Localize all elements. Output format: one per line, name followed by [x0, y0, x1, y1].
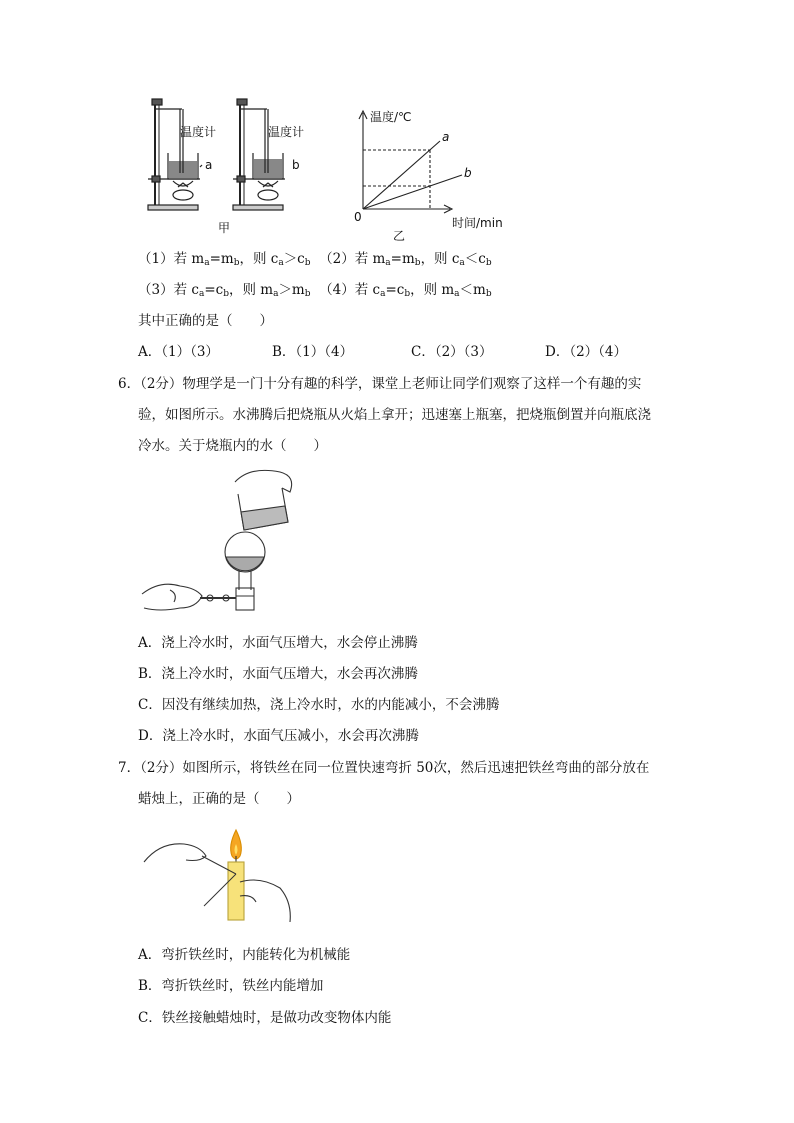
q7-stem-line-2: 蜡烛上，正确的是（ ）: [138, 791, 300, 807]
figure-q6-flask: [140, 462, 320, 622]
q5-option-b: B．（1）（4）: [272, 344, 354, 360]
graph-line-a-label: a: [442, 130, 450, 144]
q6-stem-line-1: 6．（2分）物理学是一门十分有趣的科学，课堂上老师让同学们观察了这样一个有趣的实: [118, 376, 642, 392]
q5-option-a: A．（1）（3）: [138, 344, 219, 360]
q6-stem-line-3: 冷水。关于烧瓶内的水（ ）: [138, 438, 327, 454]
figure-q7-candle: [140, 822, 300, 932]
caption-jia: 甲: [218, 221, 231, 235]
q7-option-c: C．铁丝接触蜡烛时，是做功改变物体内能: [138, 1010, 392, 1026]
graph-line-b-label: b: [464, 166, 472, 180]
q6-option-a: A．浇上冷水时，水面气压增大，水会停止沸腾: [138, 635, 418, 651]
thermometer-label-b: 温度计: [268, 125, 305, 139]
graph-line-b: [363, 175, 462, 209]
pouring-hand: [235, 470, 292, 492]
beaker-label-b: b: [292, 158, 300, 172]
flask-stopper: [236, 588, 254, 610]
graph-origin: 0: [354, 210, 362, 224]
q7-option-b: B．弯折铁丝时，铁丝内能增加: [138, 978, 324, 994]
graph-ylabel: 温度/℃: [370, 110, 412, 124]
caption-yi: 乙: [393, 229, 406, 243]
apparatus-a: [148, 99, 202, 210]
q6-option-d: D．浇上冷水时，水面气压减小，水会再次沸腾: [138, 728, 419, 744]
q5-option-c: C．（2）（3）: [411, 344, 493, 360]
q5-statement-3-4: （3）若 $c_a=c_b$，则 $m_a>m_b$ （4）若 $c_a=c_b$，则 $m_a<m_b$: [138, 282, 492, 299]
holding-hand: [142, 584, 202, 610]
q7-stem-line-1: 7．（2分）如图所示，将铁丝在同一位置快速弯折 50次，然后迅速把铁丝弯曲的部分放在: [118, 760, 650, 776]
q7-option-a: A．弯折铁丝时，内能转化为机械能: [138, 947, 351, 963]
beaker-label-a: a: [205, 158, 213, 172]
apparatus-b: [233, 99, 285, 210]
thermometer-label-a: 温度计: [180, 125, 217, 139]
q5-statement-1-2: （1）若 $m_a=m_b$，则 $c_a>c_b$ （2）若 $m_a=m_b$，则 $c_a<c_b$: [138, 251, 492, 268]
q5-prompt: 其中正确的是（ ）: [138, 313, 273, 329]
q6-option-b: B．浇上冷水时，水面气压增大，水会再次沸腾: [138, 666, 418, 682]
graph-line-a: [363, 141, 440, 209]
q5-option-d: D．（2）（4）: [545, 344, 628, 360]
right-hand: [240, 880, 290, 922]
q6-option-c: C．因没有继续加热，浇上冷水时，水的内能减小，不会沸腾: [138, 697, 500, 713]
q6-stem-line-2: 验，如图所示。水沸腾后把烧瓶从火焰上拿开；迅速塞上瓶塞，把烧瓶倒置并向瓶底浇: [138, 407, 651, 423]
graph-xlabel: 时间/min: [452, 216, 503, 230]
left-hand: [144, 844, 206, 862]
